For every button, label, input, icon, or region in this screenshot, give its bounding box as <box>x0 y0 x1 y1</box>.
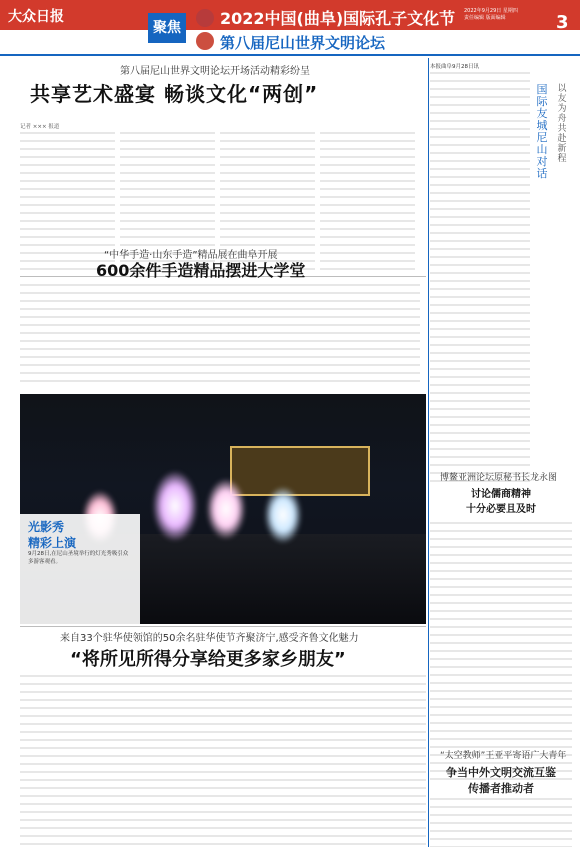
photo-fountain <box>206 478 246 540</box>
page-number: 3 <box>556 12 569 33</box>
header-meta <box>464 8 554 32</box>
second-article-title: 600余件手造精品摆进大学堂 <box>96 261 306 280</box>
photo-caption-title: 光影秀 <box>28 520 65 534</box>
second-article-body <box>20 284 420 388</box>
main-article-byline: 记者 ××× 报道 <box>20 124 60 130</box>
right-column-body <box>430 72 530 482</box>
header-title-forum: 第八届尼山世界文明论坛 <box>220 34 386 52</box>
header-editors: 责任编辑 版面编辑 <box>464 15 506 21</box>
second-article-kicker: “中华手造·山东手造”精品展在曲阜开展 <box>104 250 278 261</box>
section-badge: 聚焦 <box>148 13 186 43</box>
page-header <box>0 0 580 58</box>
light-show-photo <box>20 394 426 624</box>
column-divider <box>428 58 429 847</box>
header-date: 2022年9月29日 星期四 <box>464 8 518 14</box>
sub-article-title-line: 争当中外文明交流互鉴 <box>446 766 556 779</box>
photo-fountain <box>264 486 302 544</box>
sub-article-kicker: 博鳌亚洲论坛原秘书长龙永图 <box>440 473 558 483</box>
forum-emblem-icon <box>196 32 214 50</box>
photo-caption-title: 精彩上演 <box>28 536 77 550</box>
sub-article-title-line: 传播者推动者 <box>468 782 534 795</box>
photo-fountain <box>152 470 198 542</box>
third-article-kicker: 来自33个驻华使领馆的50余名驻华使节齐聚济宁,感受齐鲁文化魅力 <box>60 633 359 644</box>
sub-article-body <box>430 522 572 782</box>
third-article-title: “将所见所得分享给更多家乡朋友” <box>70 649 346 670</box>
sub-article-title <box>430 485 572 515</box>
main-article-title: 共享艺术盛宴 畅谈文化“两创” <box>30 82 319 106</box>
article-column <box>320 132 415 272</box>
festival-emblem-icon <box>196 9 214 27</box>
photo-caption-body: 9月28日,在尼山圣境举行的灯光秀吸引众多游客观看。 <box>28 551 129 565</box>
newspaper-logo: 大众日报 <box>8 9 64 25</box>
sub-article-body <box>430 798 572 847</box>
header-title-festival: 2022中国(曲阜)国际孔子文化节 <box>220 9 456 28</box>
section-divider <box>20 626 426 627</box>
right-column <box>430 62 572 847</box>
right-column-tagline: 以友为舟 共赴新程 <box>557 84 567 164</box>
sub-article-kicker: “太空教师”王亚平寄语广大青年 <box>440 751 567 761</box>
article-column <box>20 132 115 272</box>
right-column-dateline: 本报曲阜9月28日讯 <box>430 64 479 70</box>
header-divider <box>0 54 580 56</box>
main-article-kicker: 第八届尼山世界文明论坛开场活动精彩纷呈 <box>120 66 310 77</box>
third-article-body <box>20 675 426 847</box>
right-column-title: 国际友城尼山对话 <box>536 83 548 180</box>
sub-article-title-line: 讨论儒商精神 <box>471 489 531 500</box>
sub-article-title-line: 十分必要且及时 <box>466 504 536 515</box>
